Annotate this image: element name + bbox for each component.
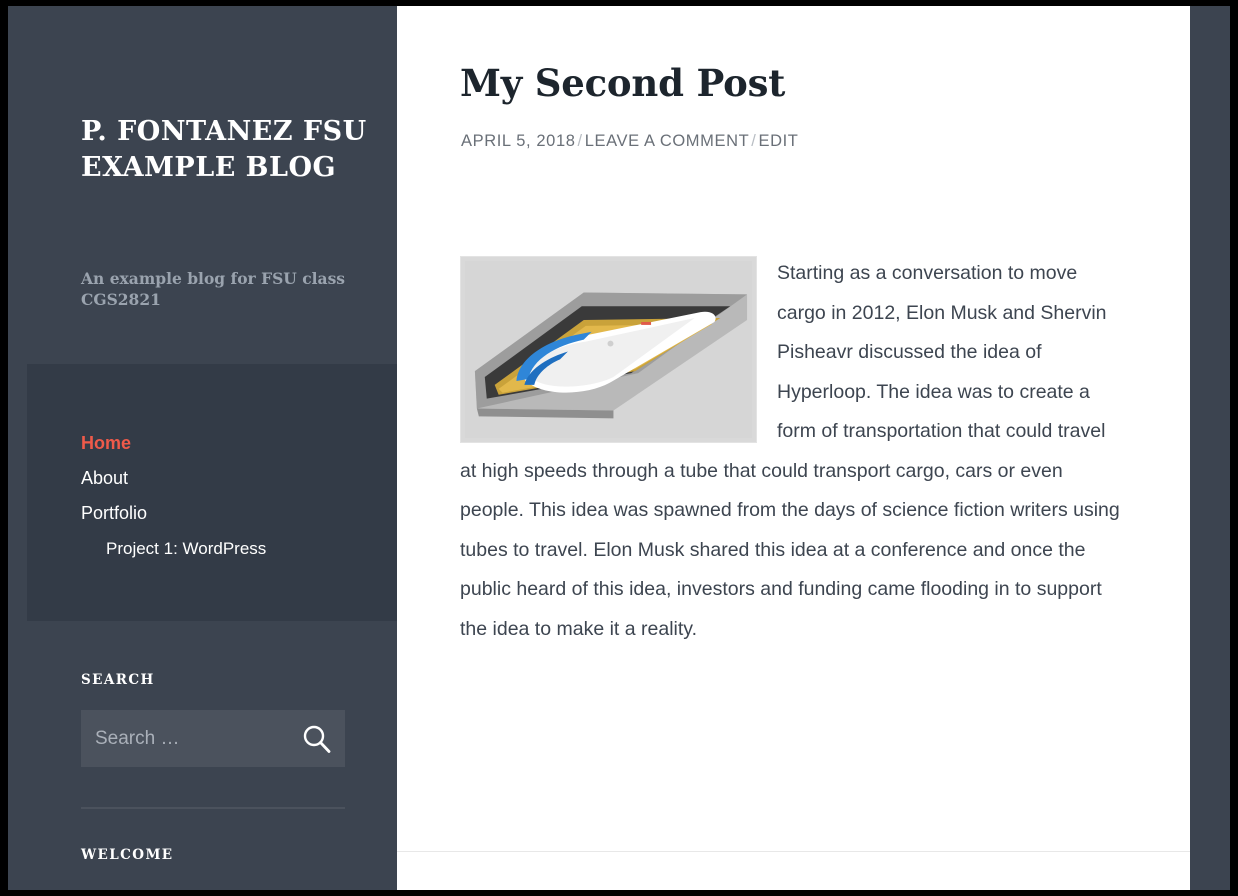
content-divider (397, 851, 1190, 852)
nav-link-home[interactable]: Home (81, 433, 132, 453)
search-icon (301, 723, 333, 755)
sidebar-item-about[interactable] (81, 461, 266, 496)
nav-link-portfolio[interactable]: Portfolio (81, 503, 148, 523)
nav-link-project-1-wordpress[interactable]: Project 1: WordPress (106, 539, 267, 558)
page-title: My Second Post (460, 61, 786, 105)
right-margin (1190, 6, 1230, 890)
nav-list (81, 426, 266, 566)
edit-post-link[interactable]: EDIT (758, 132, 799, 150)
site-description: An example blog for FSU class CGS2821 (81, 269, 346, 309)
nav-link-about[interactable]: About (81, 468, 129, 488)
post-content-area (397, 6, 1190, 890)
sidebar-item-portfolio[interactable] (81, 496, 266, 531)
sidebar (8, 6, 404, 890)
post-date: APRIL 5, 2018 (461, 132, 576, 150)
post-body (460, 254, 1127, 649)
search-submit-button[interactable] (301, 723, 333, 755)
post-paragraph: Starting as a conversation to move cargo in 2012, Elon Musk and Shervin Pisheavr discussed the idea of Hyperloop. The idea was to create a form of transportation that could travel at high speeds through a tube that could transport cargo, cars or even people. This idea was spawned from the days of science fiction writers using tubes to travel. Elon Musk shared this idea at a conference and once the public heard of this idea, investors and funding came flooding in to support the idea to make it a reality. (460, 262, 1120, 640)
leave-a-comment-link[interactable]: LEAVE A COMMENT (584, 132, 750, 150)
site-title[interactable]: P. FONTANEZ FSU EXAMPLE BLOG (81, 116, 367, 183)
post-meta (461, 132, 798, 151)
hyperloop-image (460, 256, 757, 443)
welcome-widget-title: WELCOME (81, 847, 174, 863)
primary-navigation (27, 364, 404, 621)
meta-separator-2: / (751, 132, 757, 150)
sidebar-item-project-1-wordpress[interactable] (81, 531, 266, 566)
search-input[interactable] (81, 710, 301, 767)
sidebar-item-home[interactable] (81, 426, 266, 461)
hyperloop-illustration-icon (465, 261, 752, 438)
sidebar-divider (81, 807, 345, 809)
blog-page (8, 6, 1230, 890)
search-widget[interactable] (81, 710, 345, 767)
meta-separator-1: / (577, 132, 583, 150)
search-widget-title: SEARCH (81, 672, 155, 688)
